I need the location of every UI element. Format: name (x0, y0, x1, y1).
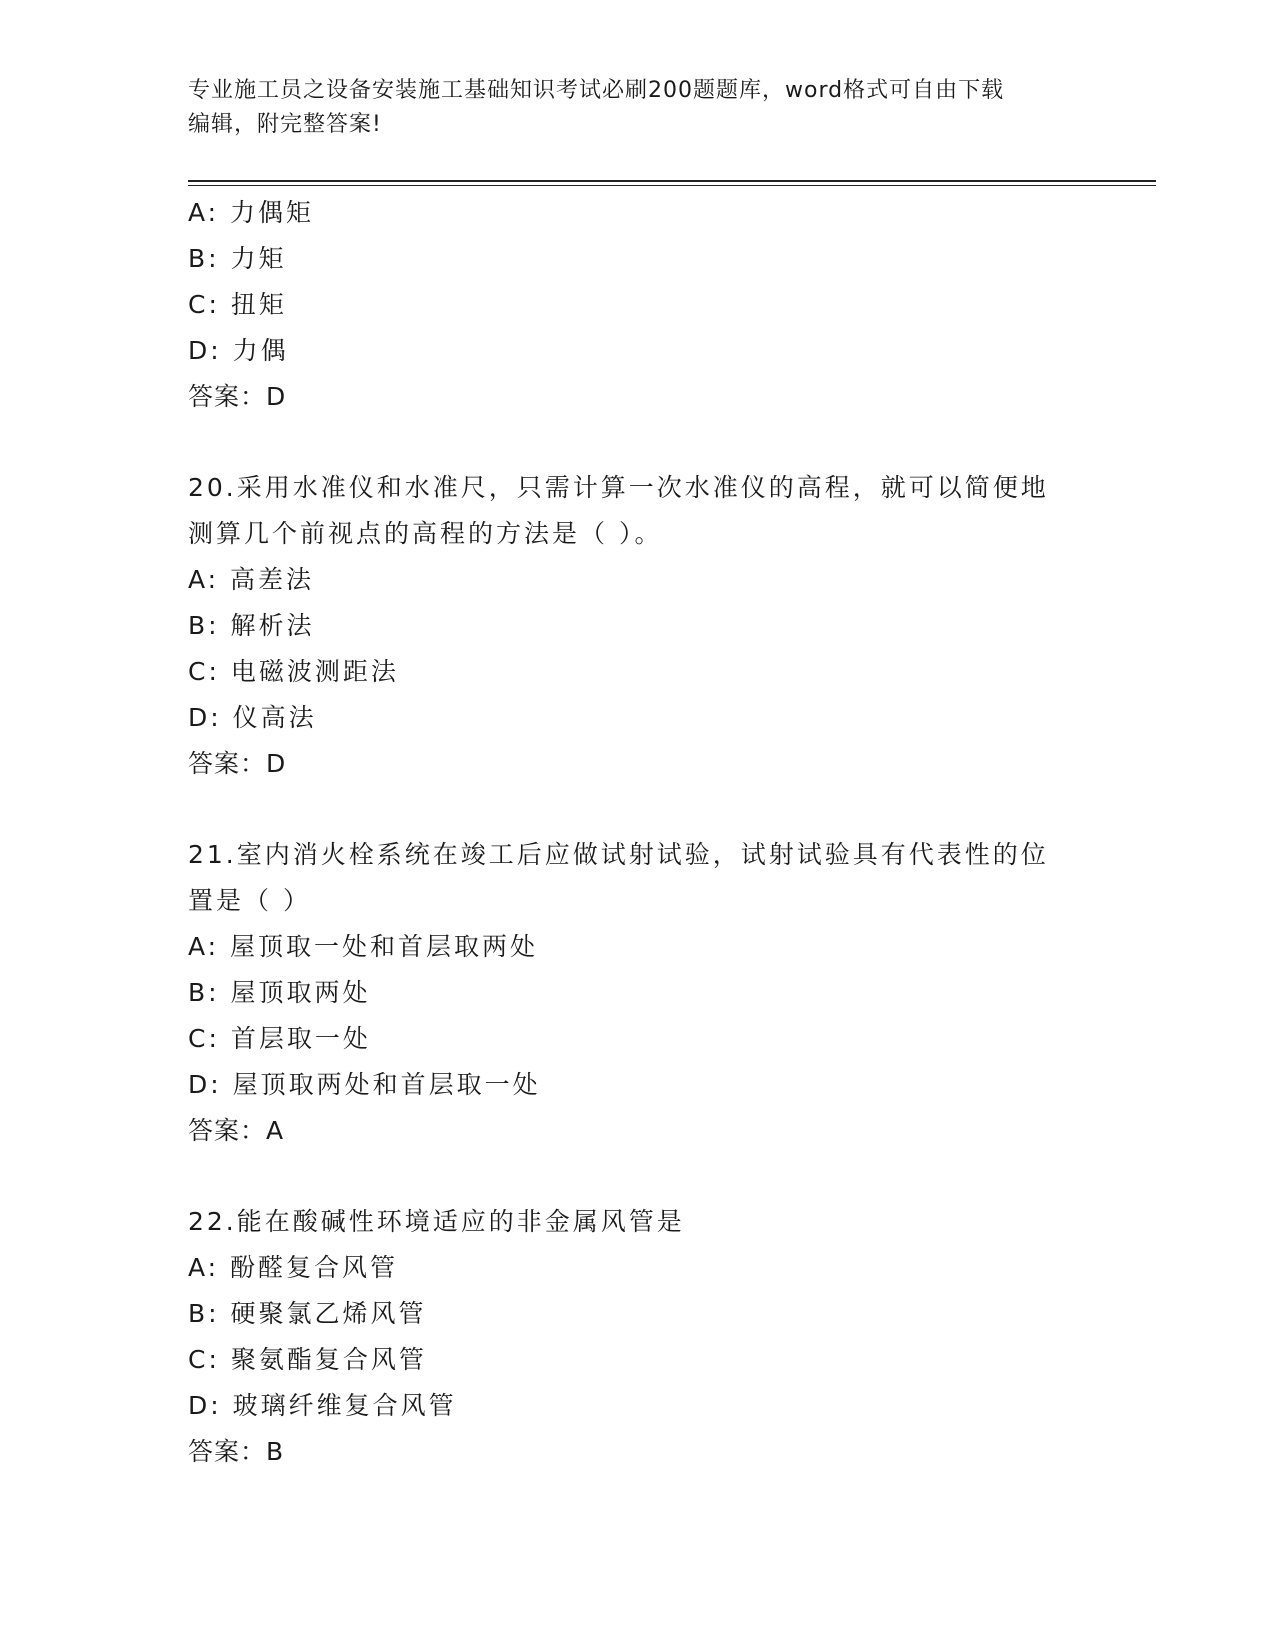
option-d: D: 玻璃纤维复合风管 (188, 1391, 457, 1420)
option-d: D: 力偶 (188, 336, 289, 365)
option-a: A: 酚醛复合风管 (188, 1253, 399, 1282)
option-b: B: 解析法 (188, 611, 315, 640)
option-c: C: 聚氨酯复合风管 (188, 1345, 427, 1374)
answer-line: 答案：A (188, 1116, 285, 1145)
question-stem: 21.室内消火栓系统在竣工后应做试射试验，试射试验具有代表性的位 置是（ ） (188, 840, 1049, 915)
option-b: B: 屋顶取两处 (188, 978, 371, 1007)
option-c: C: 扭矩 (188, 290, 287, 319)
answer-line: 答案：B (188, 1437, 285, 1466)
header-divider-top (188, 180, 1156, 182)
option-b: B: 力矩 (188, 244, 287, 273)
option-a: A: 高差法 (188, 565, 315, 594)
option-c: C: 电磁波测距法 (188, 657, 399, 686)
header-divider-bottom (188, 185, 1156, 186)
option-a: A: 力偶矩 (188, 198, 315, 227)
option-a: A: 屋顶取一处和首层取两处 (188, 932, 539, 961)
question-stem: 22.能在酸碱性环境适应的非金属风管是 (188, 1207, 685, 1236)
question-stem: 20.采用水准仪和水准尺，只需计算一次水准仪的高程，就可以简便地 测算几个前视点的高程的方法是（ ）。 (188, 473, 1049, 548)
option-b: B: 硬聚氯乙烯风管 (188, 1299, 427, 1328)
document-header: 专业施工员之设备安装施工基础知识考试必刷200题题库，word格式可自由下载 编辑，附完整答案! (188, 78, 1005, 137)
question-20 (188, 465, 1148, 787)
option-c: C: 首层取一处 (188, 1024, 371, 1053)
answer-line: 答案：D (188, 749, 287, 778)
question-22 (188, 1199, 1148, 1475)
option-d: D: 屋顶取两处和首层取一处 (188, 1070, 541, 1099)
question-21 (188, 832, 1148, 1154)
question-19-partial (188, 190, 1148, 420)
question-list (188, 190, 1148, 1475)
option-d: D: 仪高法 (188, 703, 317, 732)
answer-line: 答案：D (188, 382, 287, 411)
